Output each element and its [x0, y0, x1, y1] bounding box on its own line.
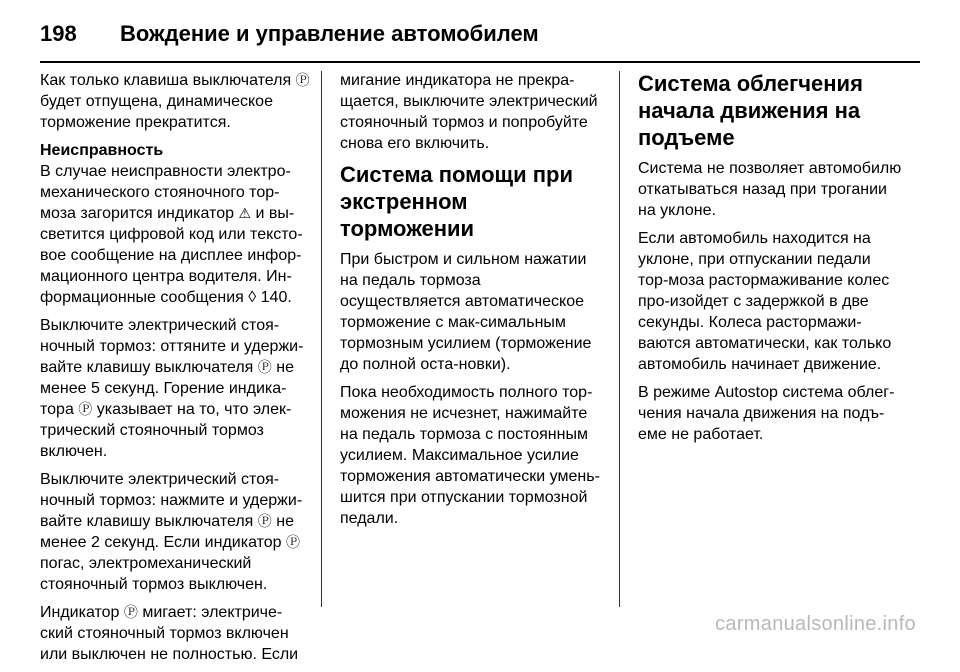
column-divider — [619, 71, 620, 607]
parking-brake-icon: Ⓟ — [257, 513, 272, 529]
hill-start-paragraph-1: Система не позволяет автомобилю откатываться назад при трогании на уклоне. — [638, 160, 902, 219]
brake-fault-icon: ⚠ — [238, 205, 252, 221]
column-2 — [340, 70, 605, 536]
fault-heading: Неисправность — [40, 142, 164, 159]
parking-brake-icon: Ⓟ — [295, 72, 310, 88]
page-number: 198 — [40, 21, 77, 46]
reference-icon: ◊ — [248, 289, 257, 306]
parking-brake-icon: Ⓟ — [286, 534, 301, 550]
hill-start-paragraph-2: Если автомобиль находится на уклоне, при отпускании педали тор-моза растормаживание колес про-изойдет с задержкой в две секунды. Колеса растормажи-ваются автоматически, как только автомобиль начинает движение. — [638, 230, 892, 373]
column-1 — [40, 70, 310, 672]
header-rule — [40, 61, 920, 63]
indicator-flashing-paragraph: Индикатор Ⓟ мигает: электриче-ский стояночный тормоз включен или выключен не полностью. Если — [40, 604, 299, 663]
brake-assist-paragraph-1: При быстром и сильном нажатии на педаль тормоза осуществляется автоматическое торможение с мак-симальным тормозным усилием (торможение до полной оста-новки). — [340, 251, 592, 373]
release-instructions-1: Выключите электрический стоя-ночный тормоз: оттяните и удержи-вайте клавишу выключателя Ⓟ не менее 5 секунд. Горение индика-тора Ⓟ указывает на то, что элек-трический стояночный тормоз включен. — [40, 317, 304, 460]
page-title: Вождение и управление автомобилем — [120, 21, 539, 46]
watermark: carmanualsonline.info — [715, 613, 916, 635]
hill-start-paragraph-3: В режиме Autostop система облег-чения начала движения на подъ-еме не работает. — [638, 384, 895, 443]
brake-assist-paragraph-2: Пока необходимость полного тор-можения не исчезнет, нажимайте на педаль тормоза с постоянным усилием. Максимальное усилие торможения автоматически умень-шится при отпускании тормозной педали. — [340, 384, 600, 527]
parking-brake-icon: Ⓟ — [78, 401, 93, 417]
fault-paragraph: В случае неисправности электро-механического стояночного тор-моза загорится индикатор ⚠ и вы-светится цифровой код или тексто-вое сообщение на дисплее инфор-мационного центра водителя. Ин-формационные сообщения ◊ 140. — [40, 163, 303, 306]
continuation-paragraph: мигание индикатора не прекра-щается, выключите электрический стояночный тормоз и попробуйте снова его включить. — [340, 72, 598, 152]
column-divider — [321, 71, 322, 607]
page-reference: 140. — [260, 289, 292, 306]
intro-paragraph: Как только клавиша выключателя Ⓟ будет отпущена, динамическое торможение прекратится. — [40, 72, 310, 131]
release-instructions-2: Выключите электрический стоя-ночный тормоз: нажмите и удержи-вайте клавишу выключателя Ⓟ не менее 2 секунд. Если индикатор Ⓟ погас, электромеханический стояночный тормоз выключен. — [40, 471, 303, 593]
parking-brake-icon: Ⓟ — [123, 604, 138, 620]
parking-brake-icon: Ⓟ — [257, 359, 272, 375]
column-3 — [638, 70, 903, 452]
section-heading-brake-assist: Система помощи при экстренном торможении — [340, 162, 574, 241]
section-heading-hill-start: Система облегчения начала движения на подъеме — [638, 71, 863, 150]
page-header — [40, 14, 539, 54]
